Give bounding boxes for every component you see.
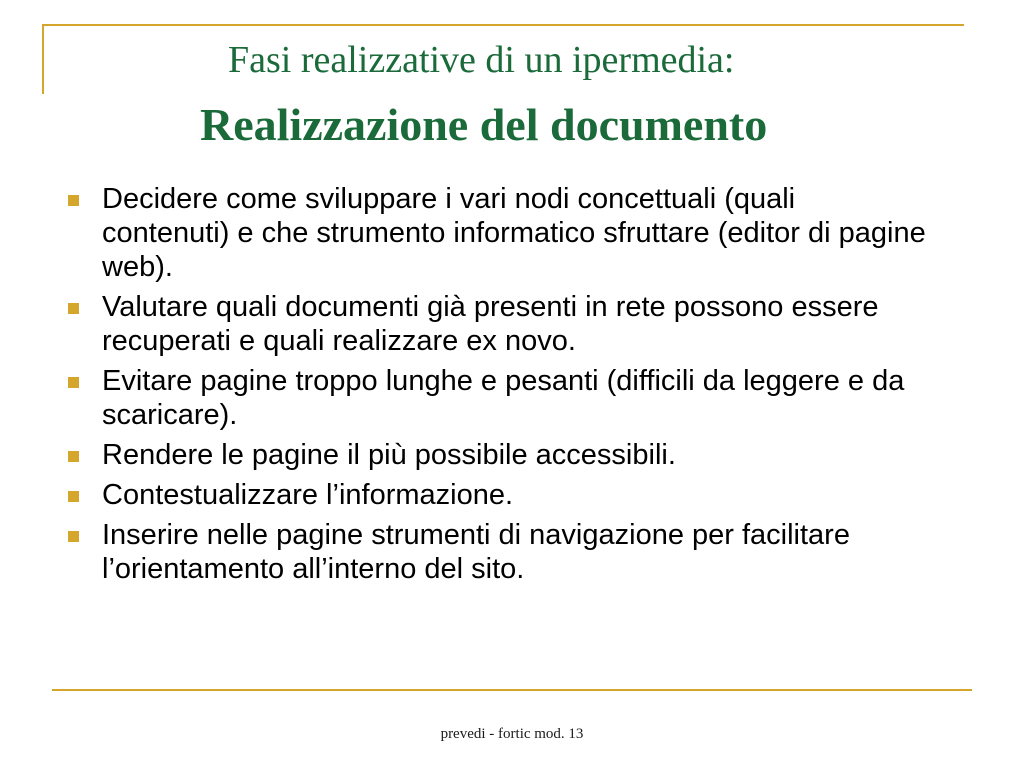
square-bullet-icon <box>68 491 79 502</box>
square-bullet-icon <box>68 377 79 388</box>
bullet-item <box>68 438 928 472</box>
bullet-text: Rendere le pagine il più possibile accessibili. <box>102 439 676 471</box>
bullet-text: Valutare quali documenti già presenti in rete possono essere recuperati e quali realizzare ex novo. <box>102 291 879 357</box>
square-bullet-icon <box>68 531 79 542</box>
bullet-text: Decidere come sviluppare i vari nodi concettuali (quali contenuti) e che strumento informatico sfruttare (editor di pagine web). <box>102 183 926 283</box>
slide-title-line2: Realizzazione del documento <box>200 99 768 150</box>
square-bullet-icon <box>68 451 79 462</box>
bullet-text: Evitare pagine troppo lunghe e pesanti (difficili da leggere e da scaricare). <box>102 365 905 431</box>
slide-title-line1: Fasi realizzative di un ipermedia: <box>228 39 735 81</box>
square-bullet-icon <box>68 303 79 314</box>
bullet-item <box>68 478 928 512</box>
bullet-item <box>68 518 928 586</box>
bullet-text: Inserire nelle pagine strumenti di navigazione per facilitare l’orientamento all’interno del sito. <box>102 519 850 585</box>
bullet-text: Contestualizzare l’informazione. <box>102 479 514 511</box>
footer-text: prevedi - fortic mod. 13 <box>440 726 584 742</box>
bullet-item <box>68 364 928 432</box>
bullet-list <box>68 182 928 592</box>
frame-left-line <box>42 24 44 94</box>
bullet-item <box>68 182 928 284</box>
bullet-item <box>68 290 928 358</box>
footer-divider <box>52 689 972 691</box>
frame-top-line <box>42 24 964 26</box>
square-bullet-icon <box>68 195 79 206</box>
